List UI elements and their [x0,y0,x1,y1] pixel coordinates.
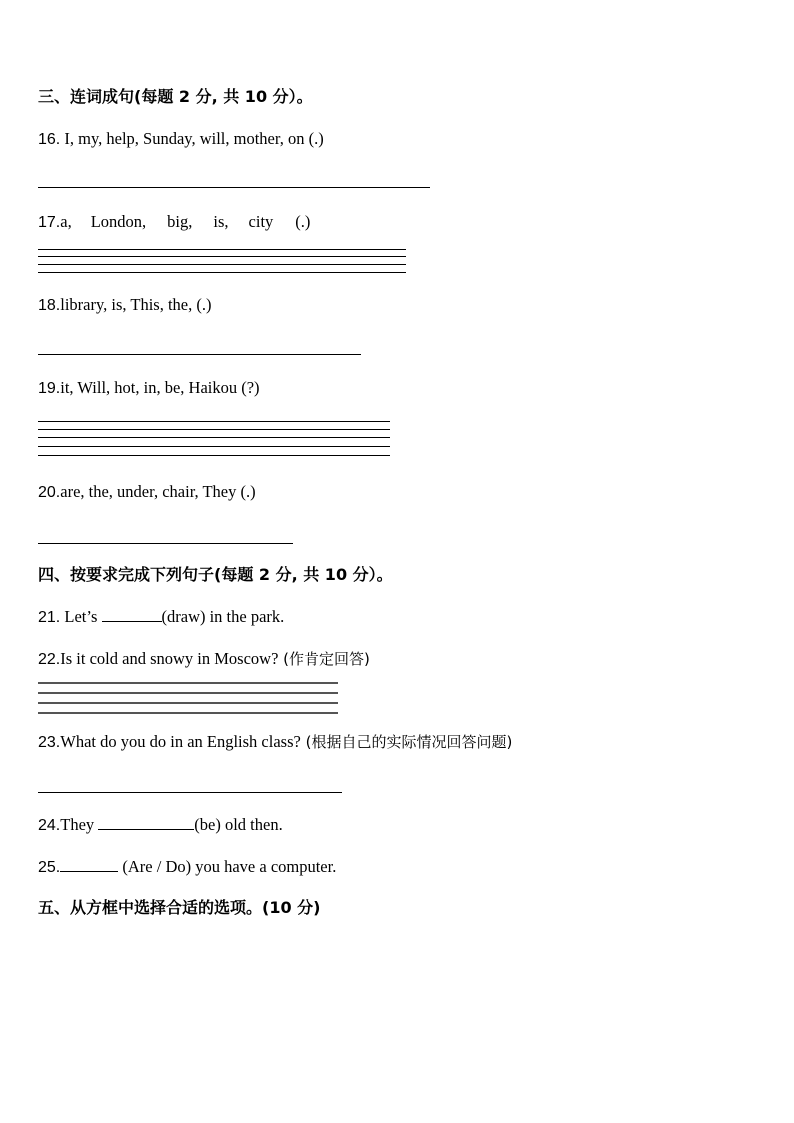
question-21-prefix: Let’s [60,607,102,626]
answer-line-17d[interactable] [38,272,406,273]
question-16-text: I, my, help, Sunday, will, mother, on (.) [60,129,324,148]
question-17-word-1: a, [60,212,72,231]
question-20-number: 20. [38,484,61,501]
question-24 [38,815,283,836]
answer-line-22b[interactable] [38,692,338,694]
question-23-text: What do you do in an English class? [60,732,301,751]
question-18 [38,295,211,316]
question-17-word-5: city [248,212,274,231]
question-24-blank[interactable] [98,815,194,830]
question-17-word-6: (.) [295,212,311,231]
question-24-prefix: They [60,815,99,834]
answer-line-22a[interactable] [38,682,338,684]
question-18-text: library, is, This, the, (.) [60,295,212,314]
question-16-number: 16. [38,131,61,148]
question-19-number: 19. [38,380,61,397]
question-17 [38,212,310,233]
question-20 [38,482,256,503]
answer-line-20[interactable] [38,543,293,544]
question-22 [38,649,370,670]
question-22-text: Is it cold and snowy in Moscow? [60,649,279,668]
answer-line-18[interactable] [38,354,361,355]
question-18-number: 18. [38,297,61,314]
answer-line-19b[interactable] [38,429,390,430]
answer-line-23[interactable] [38,792,342,793]
section-5-title: 五、从方框中选择合适的选项。(10 分) [38,898,321,917]
question-21-suffix: (draw) in the park. [161,607,285,626]
question-25-blank[interactable] [60,857,118,872]
question-25 [38,857,336,878]
question-24-number: 24. [38,817,61,834]
question-25-number: 25. [38,859,61,876]
question-17-word-3: big, [167,212,193,231]
question-19 [38,378,260,399]
answer-line-17c[interactable] [38,264,406,265]
question-22-number: 22. [38,651,61,668]
answer-line-19a[interactable] [38,421,390,422]
section-4-title: 四、按要求完成下列句子(每题 2 分, 共 10 分）。 [38,565,393,584]
question-23-number: 23. [38,734,61,751]
answer-line-19e[interactable] [38,455,390,456]
question-17-word-2: London, [90,212,147,231]
question-20-text: are, the, under, chair, They (.) [60,482,256,501]
answer-line-19d[interactable] [38,446,390,447]
question-16 [38,129,324,150]
question-23-note: (根据自己的实际情况回答问题) [300,733,513,751]
question-21 [38,607,284,628]
answer-line-16[interactable] [38,187,430,188]
answer-line-22d[interactable] [38,712,338,714]
question-17-number: 17. [38,214,61,231]
question-19-text: it, Will, hot, in, be, Haikou (?) [60,378,260,397]
question-24-suffix: (be) old then. [194,815,283,834]
question-21-blank[interactable] [102,607,162,622]
answer-line-19c[interactable] [38,437,390,438]
question-25-suffix: (Are / Do) you have a computer. [118,857,337,876]
question-17-word-4: is, [213,212,229,231]
answer-line-22c[interactable] [38,702,338,704]
section-3-title: 三、连词成句(每题 2 分, 共 10 分）。 [38,87,313,106]
question-22-note: (作肯定回答) [278,650,370,668]
question-21-number: 21. [38,609,61,626]
answer-line-17b[interactable] [38,256,406,257]
answer-line-17a[interactable] [38,249,406,250]
question-23 [38,732,512,753]
